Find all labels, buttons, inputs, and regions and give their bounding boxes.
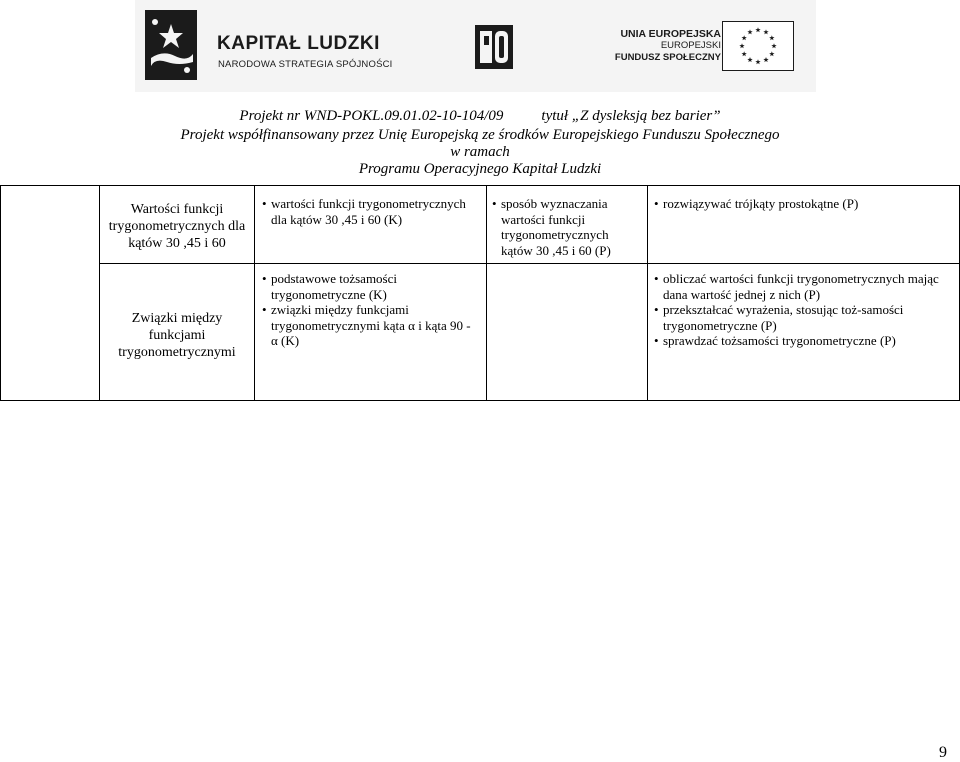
list-item: • wartości funkcji trygonometrycznych dla kątów 30 ,45 i 60 (K) <box>262 196 480 227</box>
kapital-ludzki-subtitle: NARODOWA STRATEGIA SPÓJNOŚCI <box>218 59 393 70</box>
skills-cell <box>654 196 954 212</box>
eu-line-3: FUNDUSZ SPOŁECZNY <box>614 52 721 63</box>
project-number: Projekt nr WND-POKL.09.01.02-10-104/09 <box>239 108 504 124</box>
column-divider <box>254 186 255 400</box>
list-item: • związki między funkcjami trygonometrycznymi kąta α i kąta 90 - α (K) <box>262 302 480 349</box>
kapital-ludzki-emblem-icon <box>145 10 197 80</box>
curriculum-table <box>0 185 960 401</box>
list-item: • obliczać wartości funkcji trygonometrycznych mając dana wartość jednej z nich (P) <box>654 271 954 302</box>
project-line-1 <box>0 107 960 125</box>
topic-cell: Związki między funkcjami trygonometrycznymi <box>118 311 236 360</box>
project-line-4: Programu Operacyjnego Kapitał Ludzki <box>358 161 602 177</box>
eu-line-1: UNIA EUROPEJSKA <box>620 28 721 40</box>
eu-line-2: EUROPEJSKI <box>660 40 721 51</box>
eu-text-block <box>613 28 721 64</box>
content-cell <box>262 196 480 227</box>
list-item: • rozwiązywać trójkąty prostokątne (P) <box>654 196 954 212</box>
eu-flag-icon <box>722 21 794 71</box>
skills-cell <box>654 271 954 349</box>
kapital-ludzki-title: KAPITAŁ LUDZKI <box>217 33 380 54</box>
list-item: • przekształcać wyrażenia, stosując toż-samości trygonometryczne (P) <box>654 302 954 333</box>
list-item: • sposób wyznaczania wartości funkcji trygonometrycznych kątów 30 ,45 i 60 (P) <box>492 196 642 258</box>
page-number: 9 <box>939 744 947 761</box>
project-title: tytuł „Z dysleksją bez barier” <box>541 108 721 124</box>
column-divider <box>647 186 648 400</box>
topic-cell: Wartości funkcji trygonometrycznych dla kątów 30 ,45 i 60 <box>108 202 246 251</box>
basic-requirements-cell <box>492 196 642 258</box>
kapital-ludzki-logo <box>145 10 393 80</box>
column-divider <box>99 186 100 400</box>
content-cell <box>262 271 480 349</box>
list-item: • sprawdzać tożsamości trygonometryczne (P) <box>654 333 954 349</box>
column-divider <box>486 186 487 400</box>
project-line-3: w ramach <box>450 144 510 160</box>
pd-logo-icon <box>475 25 513 69</box>
project-line-2: Projekt współfinansowany przez Unię Europejską ze środków Europejskiego Funduszu Społecznego <box>180 127 780 143</box>
list-item: • podstawowe tożsamości trygonometryczne (K) <box>262 271 480 302</box>
row-divider <box>99 263 959 264</box>
logo-header <box>135 0 816 92</box>
